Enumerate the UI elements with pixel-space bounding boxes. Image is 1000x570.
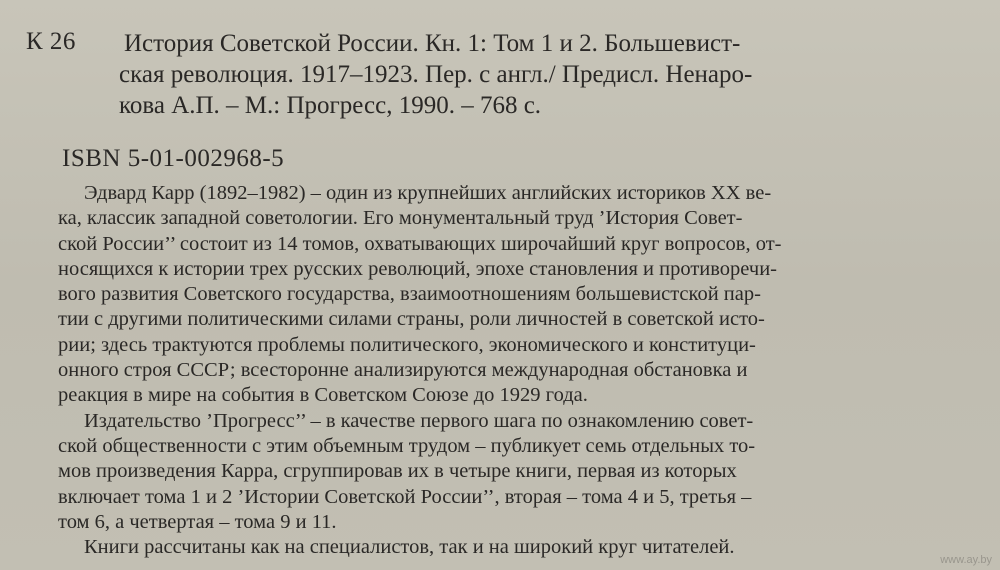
description-line: тии с другими политическими силами страны, роли личностей в советской исто- — [58, 308, 765, 331]
bibliographic-record — [119, 28, 944, 121]
description-line: носящихся к истории трех русских революций, эпохе становления и противоречи- — [58, 257, 778, 280]
bibliographic-line: История Советской России. Кн. 1: Том 1 и 2. Большевист- — [124, 30, 741, 57]
description-line: онного строя СССР; всесторонне анализируются международная обстановка и — [58, 359, 748, 382]
description-line: вого развития Советского государства, взаимоотношениям большевистской пар- — [58, 283, 761, 306]
description-line: том 6, а четвертая – тома 9 и 11. — [58, 510, 337, 533]
description-line: мов произведения Карра, сгруппировав их в четыре книги, первая из которых — [58, 460, 737, 483]
description-line: реакция в мире на события в Советском Союзе до 1929 года. — [58, 384, 588, 407]
isbn-number: ISBN 5-01-002968-5 — [62, 145, 285, 172]
description-line: включает тома 1 и 2 ’Истории Советской России’’, вторая – тома 4 и 5, третья – — [58, 485, 752, 508]
library-code: К 26 — [26, 28, 76, 55]
description-line: Эдвард Карр (1892–1982) – один из крупнейших английских историков XX ве- — [84, 182, 772, 204]
description-line: Издательство ’Прогресс’’ – в качестве первого шага по ознакомлению совет- — [84, 409, 754, 432]
watermark: www.ay.by — [940, 554, 992, 566]
description-line: рии; здесь трактуются проблемы политического, экономического и конституци- — [58, 333, 756, 356]
bibliographic-line: кова А.П. – М.: Прогресс, 1990. – 768 с. — [119, 92, 542, 119]
bibliographic-line: ская революция. 1917–1923. Пер. с англ./ Предисл. Ненаро- — [119, 61, 753, 88]
description-line: Книги рассчитаны как на специалистов, так и на широкий круг читателей. — [84, 536, 735, 559]
description-line: ской России’’ состоит из 14 томов, охватывающих широчайший круг вопросов, от- — [58, 232, 782, 255]
description-line: ка, классик западной советологии. Его монументальный труд ’История Совет- — [58, 207, 743, 230]
book-description — [58, 181, 958, 560]
description-line: ской общественности с этим объемным трудом – публикует семь отдельных то- — [58, 434, 756, 457]
